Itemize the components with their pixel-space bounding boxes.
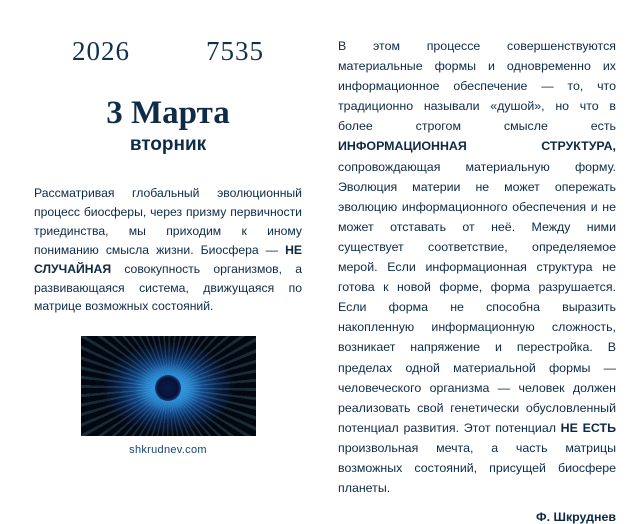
years-row bbox=[34, 36, 302, 67]
nebula-eye-icon bbox=[81, 336, 256, 436]
right-passage-part3: произвольная мечта, а часть матрицы возможных состояний, присущей биосфере планеты. bbox=[338, 440, 616, 496]
left-passage-emphasis: НЕ СЛУЧАЙНАЯ bbox=[34, 242, 302, 276]
left-passage-part2: совокупность организмов, а развивающаяся система, движущаяся по матрице возможных состояний. bbox=[34, 261, 302, 314]
image-credit: shkrudnev.com bbox=[129, 444, 207, 457]
left-column bbox=[0, 0, 320, 498]
author-signature: Ф. Шкруднев bbox=[536, 510, 616, 524]
date-title: 3 Марта bbox=[106, 95, 230, 131]
weekday-label: вторник bbox=[129, 134, 207, 155]
right-column bbox=[320, 0, 640, 524]
year-slavic: 7535 bbox=[206, 36, 264, 66]
year-gregorian: 2026 bbox=[72, 36, 130, 66]
right-passage-part1: В этом процессе совершенствуются материальные формы и одновременно их информационное обеспечение — то, что традиционно называли «душой», но что в более строгом смысле есть bbox=[338, 39, 616, 134]
right-passage-part2: сопровождающая материальную форму. Эволюция материи не может опережать эволюцию информационного обеспечения и не может отставать от неё. Между ними существует соответствие, определяемое мерой. Если информационная структура не готова к новой форме, форма разрушается. Если форма не способна выразить накопленную информационную сложность, возникает напряжение и перестройка. В пределах одной материальной формы — человеческого организма — человек должен реализовать свой генетически обусловленный потенциал развития. Этот потенциал bbox=[338, 159, 616, 435]
left-passage-part1: Рассматривая глобальный эволюционный процесс биосферы, через призму первичности триединства, мы приходим к иному пониманию смысла жизни. Биосфера — bbox=[34, 186, 302, 257]
right-passage-emphasis2: НЕ ЕСТЬ bbox=[560, 420, 616, 435]
nebula-image bbox=[81, 336, 256, 436]
right-passage-emphasis1: ИНФОРМАЦИОННАЯ СТРУКТУРА, bbox=[338, 139, 616, 154]
left-passage bbox=[34, 184, 302, 316]
right-passage bbox=[338, 36, 616, 498]
